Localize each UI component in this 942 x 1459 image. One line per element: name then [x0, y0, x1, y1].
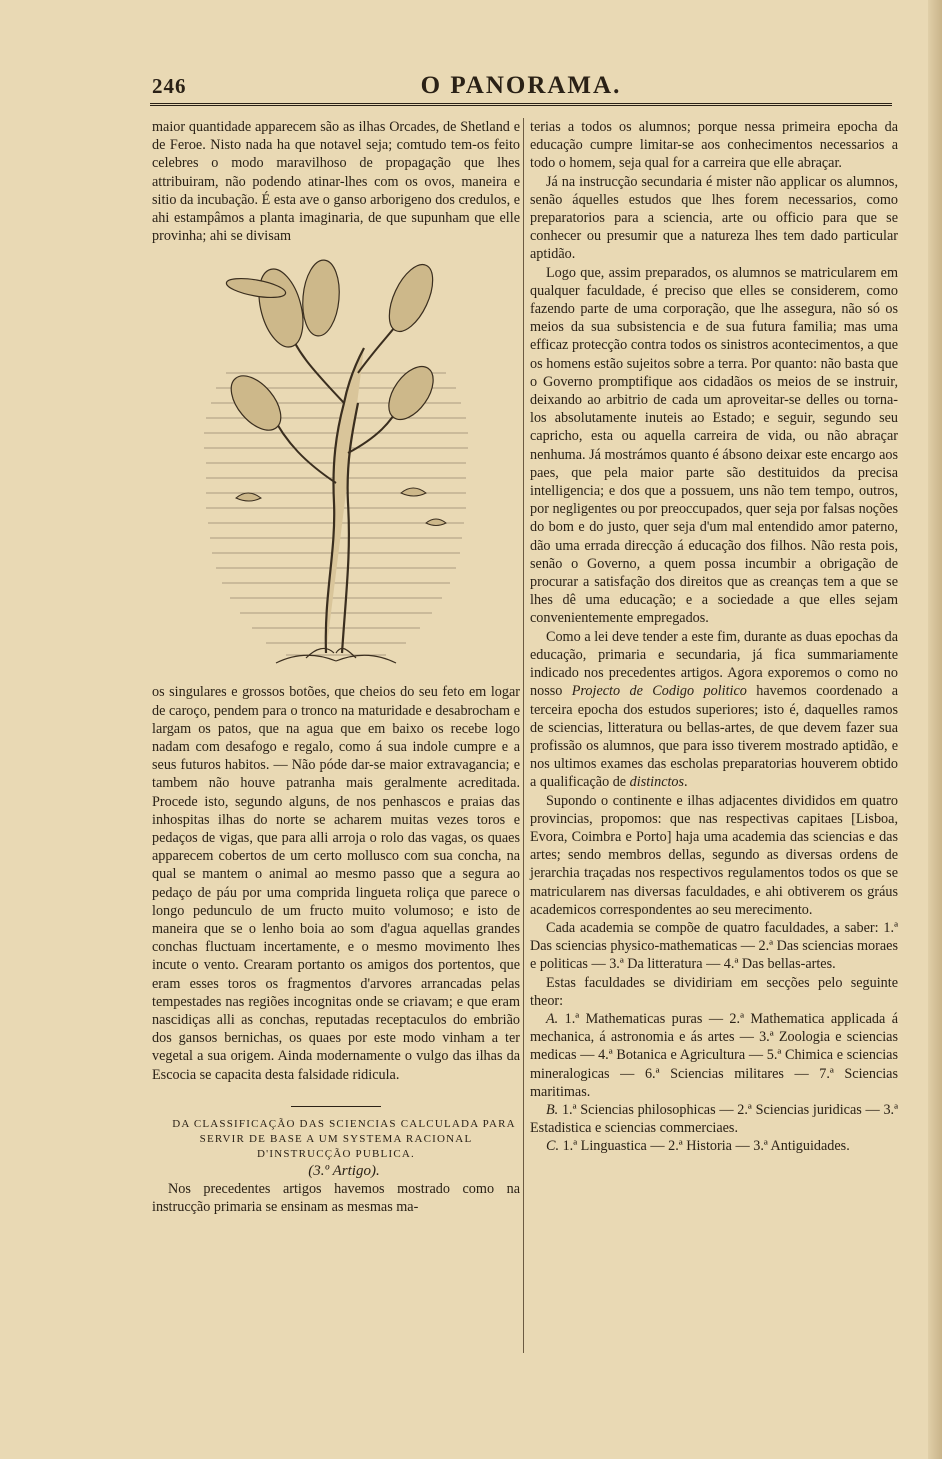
- p4-text-end: .: [684, 774, 688, 791]
- right-paragraph-2: Já na instrucção secundaria é mister não applicar os alumnos, senão áquelles estudos que lhes forem necessarios, como preparatorios para a sciencia, arte ou officio para que se conhecer ou presumir que a natureza lhes tem dado particular aptidão.: [530, 173, 898, 263]
- right-paragraph-5: Supondo o continente e ilhas adjacentes divididos em quatro provincias, propomos: que nas respectivas capitaes [Lisboa, Evora, Coimbra e Porto] haja uma academia das sciencias e das artes; sendo membros dellas, segundo as diversas ordens de jerarchia traçadas nos respectivos regulamentos todos os que se matricularem nas diversas faculdades, e ahi obtiverem os gráus academicos correspondentes ao seu merecimento.: [530, 792, 898, 918]
- column-divider: [523, 118, 524, 1353]
- engraving-roots: [276, 649, 396, 664]
- section-rule: [291, 1106, 381, 1107]
- right-column: [530, 118, 898, 1156]
- left-paragraph-1: maior quantidade apparecem são as ilhas Orcades, de Shetland e de Feroe. Nisto nada ha que notavel seja; comtudo tem-os feito celebres o modo maravilhoso de propagação que lhes attribuiram, não podendo atinar-lhes com os ovos, maneira e sitio da incubação. É esta ave o ganso arborigeno dos credulos, e ahi estampâmos a planta imaginaria, de que supunham que elle provinha; ahi se divisam: [152, 119, 520, 245]
- left-paragraph-3: Nos precedentes artigos havemos mostrado como na instrucção primaria se ensinam as mesmas ma-: [152, 1181, 520, 1216]
- right-paragraph-6: Cada academia se compõe de quatro faculdades, a saber: 1.ª Das sciencias physico-mathematicas — 2.ª Das sciencias moraes e politicas — 3.ª Da litteratura — 4.ª Das bellas-artes.: [530, 919, 898, 973]
- section-b: [530, 1101, 898, 1137]
- p4-italic-projecto: Projecto de Codigo politico: [571, 683, 747, 700]
- section-c-text: 1.ª Linguastica — 2.ª Historia — 3.ª Antiguidades.: [559, 1138, 850, 1155]
- section-a: [530, 1010, 898, 1101]
- engraving-pods: [222, 259, 442, 440]
- right-paragraph-4: [530, 628, 898, 792]
- p4-text-a: Como a lei deve tender a este fim, durante as duas epochas da educação, primaria e secundaria, já fica summariamente indicado nos precedentes artigos. Agora exporemos o como no nosso: [530, 628, 898, 700]
- page-number: 246: [152, 74, 187, 98]
- article-number: (3.º Artigo).: [308, 1162, 380, 1179]
- right-paragraph-3: Logo que, assim preparados, os alumnos se matricularem em qualquer faculdade, é preciso que elles se considerem, como fazendo parte de uma corporação, que lhe assegura, não só os meios da sua subsistencia e de sua futura familia; mas uma efficaz protecção contra todos os sinistros acontecimentos, a que os homens estão sujeitos sobre a terra. Por quanto: não basta que o Governo promptifique aos cidadãos os meios de se instruir, deixando ao arbitrio de cada um aproveitar-se delles ou torna-los absolutamente inuteis ao Estado; e seguir, segundo seu capricho, esta ou aquella carreira de vida, ou não abraçar nenhuma. Já mostrámos quanto é ábsono deixar este encargo aos paes, que pela maior parte são destituidos da precisa intelligencia; e dos que a possuem, uns não tem tempo, outros, por negligentes ou por preoccupados, quer seja por falsas noções do bom e do justo, quer seja d'um mal entendido amor paterno, dão uma errada direcção á educação dos filhos. Não resta pois, senão o Governo, a quem possa incumbir a obrigação de procurar a satisfação dos direitos que as creanças tem a que se lhes dê uma educação; e a sociedade a que elles sejam convenientemente empregados.: [530, 264, 898, 627]
- section-a-text: 1.ª Mathematicas puras — 2.ª Mathematica applicada á mechanica, á astronomia e ás artes — 3.ª Zoologia e sciencias medicas — 4.ª Botanica e Agricultura — 5.ª Chimica e sciencias mineralogicas — 6.ª Sciencias militares — 7.ª Sciencias maritimas.: [530, 1010, 898, 1100]
- section-b-letter: B.: [546, 1101, 559, 1118]
- journal-title: O PANORAMA.: [420, 72, 622, 99]
- section-b-text: 1.ª Sciencias philosophicas — 2.ª Sciencias juridicas — 3.ª Estadistica e sciencias commerciaes.: [530, 1101, 898, 1137]
- p4-italic-distinctos: distinctos: [629, 774, 685, 791]
- left-column: [152, 118, 520, 1217]
- section-heading: DA CLASSIFICAÇÃO DAS SCIENCIAS CALCULADA PARA SERVIR DE BASE A UM SYSTEMA RACIONAL D'INSTRUCÇÃO PUBLICA.: [172, 1117, 516, 1160]
- p4-text-b: havemos coordenado a terceira epocha dos estudos superiores; isto é, daquelles ramos de sciencias, litteratura ou bellas-artes, de que devem fazer sua profissão os alumnos, que para isso tiverem mostrado aptidão, e nos ultimos exames das escholas preparatorias houverem obtido a qualificação de: [530, 683, 898, 791]
- section-a-letter: A.: [546, 1010, 559, 1027]
- header-rule: [150, 103, 892, 106]
- section-c: [530, 1137, 898, 1155]
- page-header: [150, 72, 892, 100]
- goose-tree-engraving: [186, 253, 486, 673]
- section-c-letter: C.: [546, 1138, 560, 1155]
- left-paragraph-2: os singulares e grossos botões, que cheios do seu feto em logar de caroço, pendem para o tronco na maturidade e desabrocham e largam os patos, que na agua que em baixo os recebe logo nadam com desafogo e regalo, como á sua indole cumpre e a seus futuros habitos. — Não póde dar-se maior extravagancia; e tambem não houve patranha mais geralmente acreditada. Procede isto, segundo alguns, de nos penhascos e praias das inhospitas ilhas do norte se acharem muitas vezes toros e pedaços de vigas, que para alli arroja o rolo das vagas, os quaes apparecem cobertos de um certo mollusco com sua concha, na qual se mantem o animal ao mesmo passo que a segura ao pedaço de páu por uma comprida lingueta roliça que parece o longo pedunculo de um fructo muito volumoso; e isto de maneira que se o lenho boia ao som d'agua aquellas grandes conchas fluctuam incertamente, e o mesmo movimento lhes incute o vento. Crearam portanto os amigos dos portentos, que eram esses toros os fragmentos d'arvores arrancadas pelas tempestades nas regiões incognitas onde se criavam; e que eram nascidiças alli as conchas, reputadas receptaculos do embrião dos gansos bernichas, os quaes por este modo vinham a ter vegetal a sua origem. Ainda modernamente o vulgo das ilhas da Escocia se capacita desta falsidade ridicula.: [152, 684, 520, 1083]
- right-paragraph-1: terias a todos os alumnos; porque nessa primeira epocha da educação cumpre limitar-se aos conhecimentos necessarios a todo o homem, seja qual for a carreira que elle abraçar.: [530, 119, 898, 172]
- page-edge-shadow: [928, 0, 942, 1459]
- right-paragraph-7: Estas faculdades se dividiriam em secções pelo seguinte theor:: [530, 974, 898, 1009]
